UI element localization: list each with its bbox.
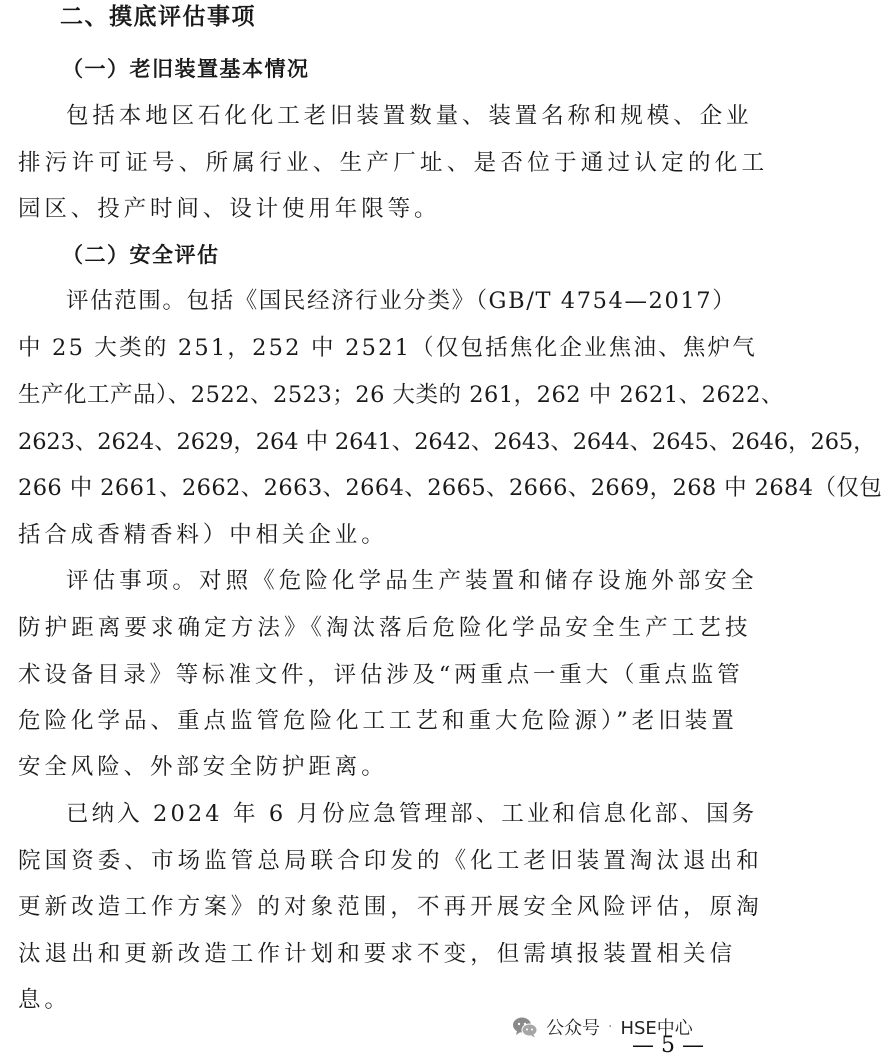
paragraph-line: 排污许可证号、所属行业、生产厂址、是否位于通过认定的化工: [18, 150, 769, 176]
paragraph-line: 已纳入 2024 年 6 月份应急管理部、工业和信息化部、国务: [66, 801, 758, 827]
page-number: — 5 —: [632, 1033, 704, 1058]
paragraph-line: 院国资委、市场监管总局联合印发的《化工老旧装置淘汰退出和: [18, 848, 763, 874]
paragraph-line: 汰退出和更新改造工作计划和要求不变，但需填报装置相关信: [18, 941, 737, 967]
wechat-icon: [512, 1016, 538, 1038]
paragraph-line: 园区、投产时间、设计使用年限等。: [18, 196, 441, 222]
paragraph-line: 2623、2624、2629，264 中 2641、2642、2643、2644、2645、2646，265，: [18, 429, 876, 455]
section-heading: 二、摸底评估事项: [60, 4, 256, 30]
paragraph-line: 评估事项。对照《危险化学品生产装置和储存设施外部安全: [66, 568, 758, 594]
paragraph-line: 防护距离要求确定方法》《淘汰落后危险化学品安全生产工艺技: [18, 615, 752, 641]
subsection-heading-1: （一）老旧装置基本情况: [62, 57, 310, 81]
paragraph-line: 评估范围。包括《国民经济行业分类》（GB/T 4754—2017）: [66, 288, 737, 314]
paragraph-line: 息。: [18, 987, 71, 1013]
paragraph-line: 中 25 大类的 251，252 中 2521（仅包括焦化企业焦油、焦炉气: [18, 335, 757, 361]
paragraph-line: 括合成香精香料）中相关企业。: [18, 522, 388, 548]
paragraph-line: 266 中 2661、2662、2663、2664、2665、2666、2669，268 中 2684（仅包: [18, 475, 882, 501]
watermark-separator: ·: [608, 1019, 613, 1035]
paragraph-line: 术设备目录》等标准文件，评估涉及“两重点一重大（重点监管: [18, 662, 744, 688]
paragraph-line: 包括本地区石化化工老旧装置数量、装置名称和规模、企业: [66, 103, 753, 129]
watermark-platform: 公众号: [546, 1018, 600, 1039]
watermark-account: HSE中心: [620, 1018, 693, 1039]
paragraph-line: 安全风险、外部安全防护距离。: [18, 754, 388, 780]
subsection-heading-2: （二）安全评估: [62, 243, 220, 267]
paragraph-line: 危险化学品、重点监管危险化工工艺和重大危险源）”老旧装置: [18, 708, 738, 734]
paragraph-line: 生产化工产品）、2522、2523；26 大类的 261，262 中 2621、2622、: [18, 382, 784, 408]
paragraph-line: 更新改造工作方案》的对象范围，不再开展安全风险评估，原淘: [18, 894, 763, 920]
